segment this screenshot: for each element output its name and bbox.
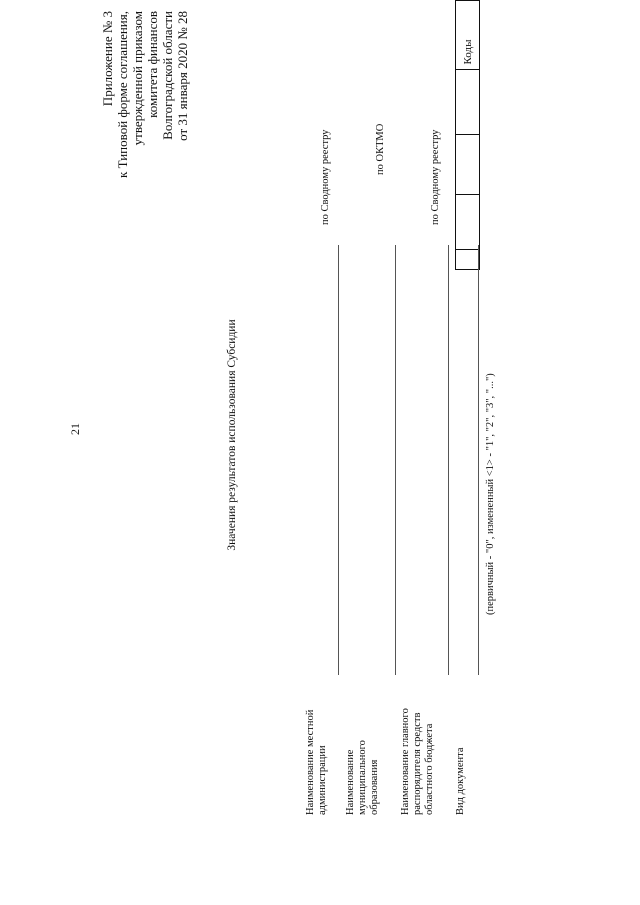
form-title: Значения результатов использования Субсидии — [226, 319, 238, 551]
code-label-3: по Сводному реестру — [430, 129, 441, 225]
codes-row-sep-1 — [455, 134, 480, 135]
field-label-1: Наименование местной администрации — [305, 709, 328, 815]
codes-row-sep-3 — [455, 249, 480, 250]
codes-row-sep-2 — [455, 194, 480, 195]
appendix-line-3: утвержденной приказом комитета финансов — [130, 11, 160, 146]
code-label-1: по Сводному реестру — [320, 129, 331, 225]
field-label-2: Наименование муниципального образования — [345, 740, 380, 815]
code-label-2: по ОКТМО — [375, 123, 386, 175]
codes-header-cell — [455, 35, 480, 70]
field-line-2 — [395, 245, 396, 675]
field-line-1 — [338, 245, 339, 675]
appendix-line-4: Волгоградской области — [160, 11, 175, 140]
field-line-3 — [448, 245, 449, 675]
page-number: 21 — [68, 423, 82, 435]
appendix-line-2: к Типовой форме соглашения, — [115, 11, 130, 178]
field-line-4 — [478, 245, 479, 675]
appendix-line-1: Приложение № 3 — [100, 11, 115, 107]
field-label-4: Вид документа — [455, 747, 466, 815]
codes-header-label: Коды — [461, 39, 474, 65]
appendix-line-5: от 31 января 2020 № 28 — [175, 11, 190, 141]
field-label-3: Наименование главного распорядителя средств областного бюджета — [400, 708, 435, 815]
appendix-header — [100, 11, 190, 183]
doc-type-note: (первичный - "0", измененный <1> - "1", "2", "3", "...") — [485, 373, 496, 615]
